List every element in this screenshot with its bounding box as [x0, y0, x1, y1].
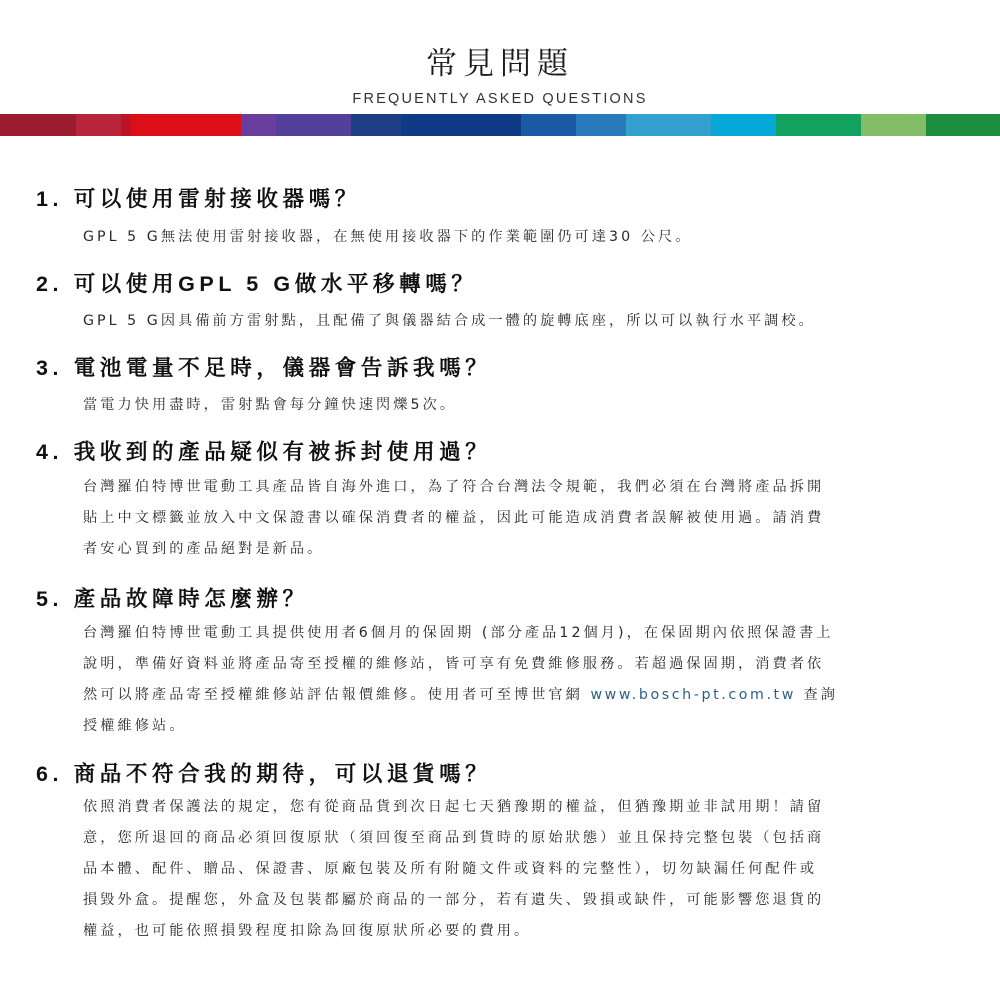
- color-bar-segment: [711, 114, 776, 136]
- faq-question-4: 4. 我收到的產品疑似有被拆封使用過？: [36, 440, 492, 464]
- color-bar-segment: [521, 114, 576, 136]
- color-bar-segment: [121, 114, 131, 136]
- color-bar-segment: [926, 114, 1000, 136]
- answer-line: 說明，準備好資料並將產品寄至授權的維修站，皆可享有免費維修服務。若超過保固期，消費者依: [83, 656, 825, 672]
- color-bar-segment: [401, 114, 521, 136]
- faq-question-3: 3. 電池電量不足時，儀器會告訴我嗎？: [36, 356, 492, 380]
- answer-line: 權益，也可能依照損毀程度扣除為回復原狀所必要的費用。: [83, 923, 532, 939]
- faq-question-6: 6. 商品不符合我的期待，可以退貨嗎？: [36, 762, 492, 786]
- color-bar-segment: [131, 114, 241, 136]
- color-bar-segment: [76, 114, 121, 136]
- color-bar-segment: [276, 114, 351, 136]
- color-bar-segment: [776, 114, 861, 136]
- answer-line: 貼上中文標籤並放入中文保證書以確保消費者的權益，因此可能造成消費者誤解被使用過。請消費: [83, 510, 825, 526]
- answer-line: 當電力快用盡時，雷射點會每分鐘快速閃爍5次。: [83, 397, 458, 413]
- color-bar-segment: [626, 114, 711, 136]
- faq-question-2: 2. 可以使用GPL 5 G做水平移轉嗎？: [36, 272, 478, 296]
- answer-line: 依照消費者保護法的規定，您有從商品貨到次日起七天猶豫期的權益，但猶豫期並非試用期！請留: [83, 799, 825, 815]
- answer-line: 者安心買到的產品絕對是新品。: [83, 541, 325, 557]
- answer-line: 台灣羅伯特博世電動工具產品皆自海外進口，為了符合台灣法令規範，我們必須在台灣將產品拆開: [83, 479, 825, 495]
- answer-line: 品本體、配件、贈品、保證書、原廠包裝及所有附隨文件或資料的完整性），切勿缺漏任何配件或: [83, 861, 818, 877]
- page-header: [0, 42, 1000, 108]
- color-bar-segment: [351, 114, 401, 136]
- faq-answer-4: [83, 472, 968, 565]
- answer-text: 然可以將產品寄至授權維修站評估報價維修。使用者可至博世官網: [83, 687, 591, 703]
- bosch-website-link[interactable]: www.bosch-pt.com.tw: [590, 687, 796, 703]
- answer-line: GPL 5 G因具備前方雷射點，且配備了與儀器結合成一體的旋轉底座，所以可以執行水平調校。: [83, 313, 816, 329]
- faq-answer-6: [83, 792, 968, 947]
- color-bar-segment: [0, 114, 76, 136]
- faq-answer-2: [83, 306, 968, 337]
- color-bar-segment: [861, 114, 926, 136]
- color-bar-segment: [241, 114, 276, 136]
- faq-answer-1: [83, 222, 968, 253]
- faq-answer-3: [83, 390, 968, 421]
- color-bar-segment: [576, 114, 626, 136]
- answer-line-with-link: [83, 680, 968, 711]
- answer-line: 損毀外盒。提醒您，外盒及包裝都屬於商品的一部分，若有遺失、毀損或缺件，可能影響您退貨的: [83, 892, 825, 908]
- brand-color-bar: [0, 114, 1000, 136]
- answer-line: 台灣羅伯特博世電動工具提供使用者6個月的保固期 (部分產品12個月)，在保固期內依照保證書上: [83, 625, 834, 641]
- faq-question-1: 1. 可以使用雷射接收器嗎？: [36, 187, 361, 211]
- answer-line: 意，您所退回的商品必須回復原狀（須回復至商品到貨時的原始狀態）並且保持完整包裝（包括商: [83, 830, 825, 846]
- page-title: 常見問題: [426, 46, 574, 82]
- answer-line: GPL 5 G無法使用雷射接收器，在無使用接收器下的作業範圍仍可達30 公尺。: [83, 229, 693, 245]
- answer-line: 授權維修站。: [83, 718, 187, 734]
- faq-answer-5: [83, 618, 968, 742]
- page-subtitle: FREQUENTLY ASKED QUESTIONS: [352, 91, 648, 107]
- answer-text: 查詢: [795, 687, 838, 703]
- faq-question-5: 5. 產品故障時怎麼辦？: [36, 587, 309, 611]
